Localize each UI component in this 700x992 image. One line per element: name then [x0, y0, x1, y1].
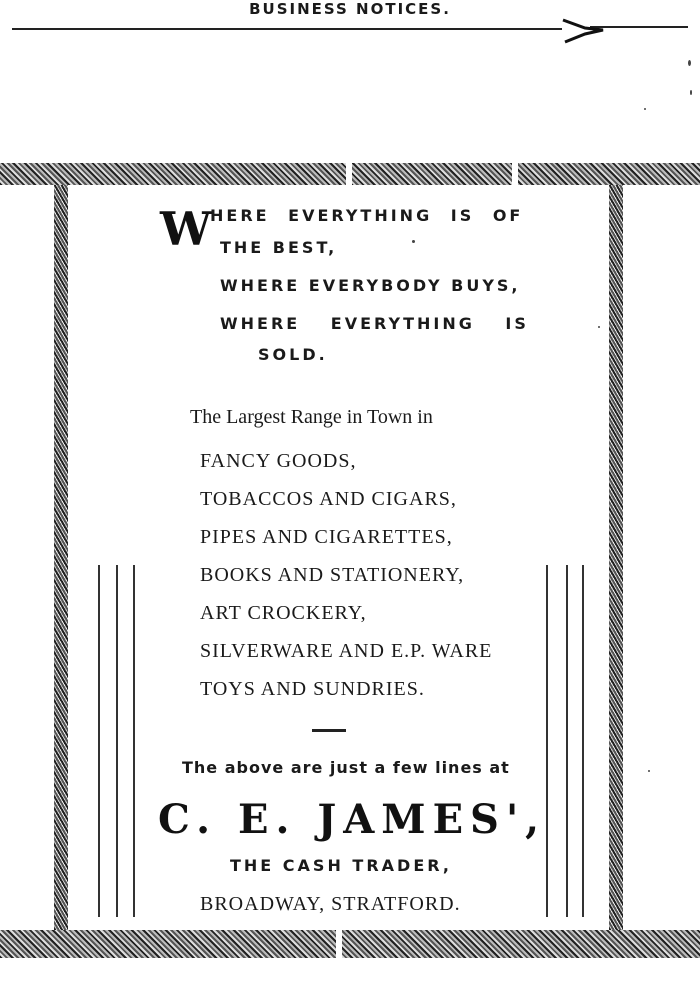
left-border-band	[54, 185, 68, 930]
intro-line-1: HERE EVERYTHING IS OF	[210, 206, 524, 225]
product-line: PIPES AND CIGARETTES,	[200, 526, 453, 548]
header-rule-left	[12, 28, 562, 30]
left-inner-rule-2	[116, 565, 118, 917]
intro-line-4: WHERE EVERYTHING IS	[220, 314, 529, 333]
product-line: BOOKS AND STATIONERY,	[200, 564, 465, 586]
print-speck	[688, 60, 691, 66]
right-inner-rule-1	[546, 565, 548, 917]
top-border-band	[0, 163, 700, 185]
intro-line-5: SOLD.	[258, 345, 328, 364]
intro-line-3: WHERE EVERYBODY BUYS,	[220, 276, 521, 295]
product-line: TOBACCOS AND CIGARS,	[200, 488, 457, 510]
short-divider	[312, 729, 346, 732]
merchant-name: C. E. JAMES',	[158, 796, 547, 843]
few-lines-text: The above are just a few lines at	[182, 758, 510, 777]
drop-cap-letter: W	[160, 202, 212, 256]
range-heading: The Largest Range in Town in	[190, 406, 433, 428]
product-line: TOYS AND SUNDRIES.	[200, 678, 425, 700]
print-speck	[644, 108, 646, 110]
product-line: FANCY GOODS,	[200, 450, 357, 472]
merchant-address: BROADWAY, STRATFORD.	[200, 893, 461, 915]
right-border-band	[609, 185, 623, 930]
right-inner-rule-2	[566, 565, 568, 917]
intro-line-2: THE BEST,	[220, 238, 338, 257]
left-inner-rule-1	[98, 565, 100, 917]
right-inner-rule-3	[582, 565, 584, 917]
print-speck	[648, 770, 650, 772]
product-line: SILVERWARE AND E.P. WARE	[200, 640, 493, 662]
print-speck	[412, 240, 415, 243]
pointing-arrow-icon	[555, 14, 605, 44]
merchant-title: THE CASH TRADER,	[230, 856, 452, 875]
print-speck	[690, 90, 692, 95]
product-line: ART CROCKERY,	[200, 602, 367, 624]
left-inner-rule-3	[133, 565, 135, 917]
bottom-border-band	[0, 930, 700, 958]
section-title: BUSINESS NOTICES.	[249, 0, 451, 18]
print-speck	[598, 326, 600, 328]
